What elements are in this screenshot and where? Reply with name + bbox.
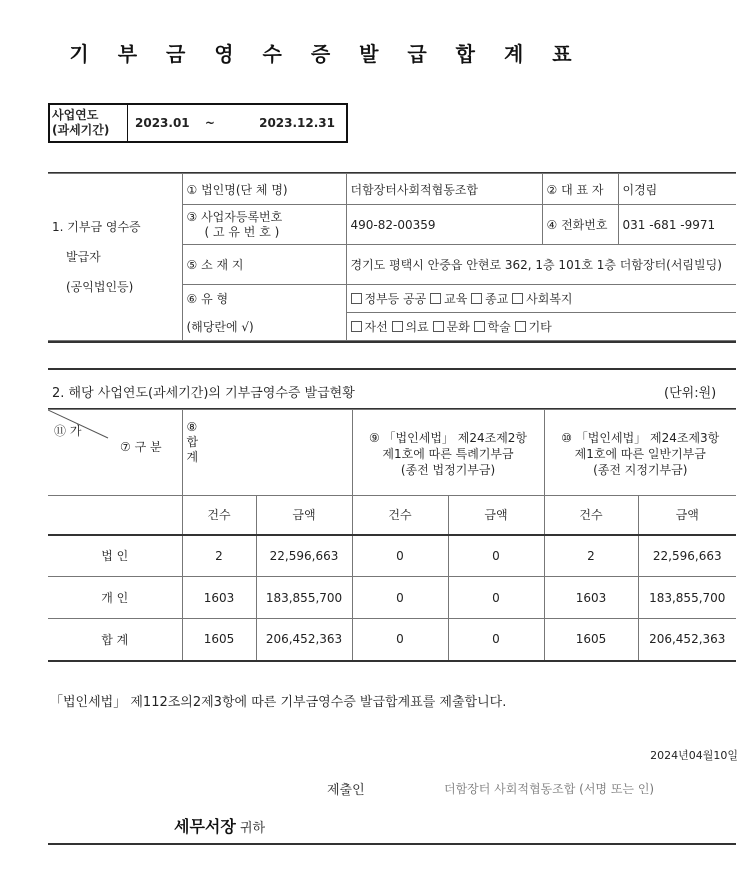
phone-value: 031 -681 -9971 (618, 205, 736, 245)
total-count: 1603 (182, 577, 256, 619)
bizno-label (182, 205, 346, 245)
recipient (174, 814, 265, 837)
total-header-line3: 계 (186, 450, 199, 464)
special-amount: 0 (448, 535, 544, 577)
submitter-label: 제출인 (327, 783, 365, 798)
subheader-blank (48, 496, 182, 535)
row-label: 개 인 (48, 577, 182, 619)
checkbox-icon[interactable] (515, 321, 526, 332)
type-option[interactable]: 정부등 공공 (351, 292, 427, 306)
general-count: 1605 (544, 619, 638, 661)
section2-heading: 2. 해당 사업연도(과세기간)의 기부금영수증 발급현황 (52, 386, 355, 401)
section2-top-rule (48, 368, 736, 370)
representative-label: ② 대 표 자 (542, 174, 618, 205)
bizno-label-line1: ③ 사업자등록번호 (186, 209, 283, 224)
type-option[interactable]: 교육 (430, 292, 467, 306)
bizno-label-line2: ( 고 유 번 호 ) (204, 224, 280, 239)
issuer-heading-line3: (공익법인등) (66, 280, 134, 294)
total-header-line2: 합 (186, 435, 199, 449)
total-amount: 206,452,363 (256, 619, 352, 661)
general-header-line3: (종전 지정기부금) (593, 463, 688, 477)
type-note: (해당란에 √) (182, 313, 346, 341)
address-label: ⑤ 소 재 지 (182, 245, 346, 285)
receipt-status-table (48, 409, 736, 662)
total-header-line1: ⑧ (186, 420, 198, 434)
period-separator: ~ (204, 116, 215, 130)
checkbox-icon[interactable] (512, 293, 523, 304)
checkbox-icon[interactable] (474, 321, 485, 332)
type-option[interactable]: 종교 (471, 292, 508, 306)
special-header-line2: 제1호에 따른 특례기부금 (382, 447, 514, 461)
general-count: 2 (544, 535, 638, 577)
subheader-count: 건수 (544, 496, 638, 535)
section1-bottom-rule (48, 341, 736, 343)
representative-value: 이경림 (618, 174, 736, 205)
checkbox-icon[interactable] (351, 293, 362, 304)
address-value: 경기도 평택시 안중읍 안현로 362, 1층 101호 1층 더함장터(서림빌딩) (346, 245, 736, 285)
corner-bottom-label: ⑦ 구 분 (120, 440, 162, 454)
document-title: 기 부 금 영 수 증 발 급 합 계 표 (69, 42, 583, 66)
footer-rule (48, 843, 736, 845)
checkbox-icon[interactable] (351, 321, 362, 332)
table-row (48, 535, 736, 577)
bizno-value: 490-82-00359 (346, 205, 542, 245)
submission-date: 2024년04월10일 (650, 749, 738, 762)
type-option[interactable]: 기타 (515, 320, 552, 334)
type-option[interactable]: 자선 (351, 320, 388, 334)
phone-label: ④ 전화번호 (542, 205, 618, 245)
subheader-amount: 금액 (638, 496, 736, 535)
special-header-line3: (종전 법정기부금) (400, 463, 496, 477)
type-options-row1 (346, 285, 736, 313)
special-header-line1: ⑨ 「법인세법」 제24조제2항 (368, 431, 528, 445)
total-amount: 183,855,700 (256, 577, 352, 619)
corner-header-cell (48, 410, 182, 496)
general-amount: 206,452,363 (638, 619, 736, 661)
general-amount: 22,596,663 (638, 535, 736, 577)
subheader-count: 건수 (182, 496, 256, 535)
total-header (182, 410, 352, 496)
row-label: 법 인 (48, 535, 182, 577)
special-amount: 0 (448, 619, 544, 661)
recipient-office: 세무서장 (174, 817, 236, 836)
type-option[interactable]: 사회복지 (512, 292, 572, 306)
checkbox-icon[interactable] (430, 293, 441, 304)
type-option[interactable]: 문화 (433, 320, 470, 334)
special-count: 0 (352, 619, 448, 661)
total-count: 2 (182, 535, 256, 577)
fiscal-period-box (48, 103, 348, 143)
special-count: 0 (352, 535, 448, 577)
type-options-row2 (346, 313, 736, 341)
recipient-suffix: 귀하 (239, 821, 266, 836)
submission-statement: 「법인세법」 제112조의2제3항에 따른 기부금영수증 발급합계표를 제출합니다. (50, 695, 507, 710)
period-start: 2023.01 (135, 116, 190, 130)
general-header-line1: ⑩ 「법인세법」 제24조제3항 (561, 431, 720, 445)
total-amount: 22,596,663 (256, 535, 352, 577)
name-label: ① 법인명(단 체 명) (182, 174, 346, 205)
issuer-heading-line1: 1. 기부금 영수증 (52, 220, 141, 234)
subheader-amount: 금액 (448, 496, 544, 535)
period-end: 2023.12.31 (259, 116, 336, 130)
general-header-line2: 제1호에 따른 일반기부금 (574, 447, 706, 461)
name-value: 더함장터사회적협동조합 (346, 174, 542, 205)
checkbox-icon[interactable] (392, 321, 403, 332)
type-option[interactable]: 의료 (392, 320, 429, 334)
general-count: 1603 (544, 577, 638, 619)
submitter-value: 더함장터 사회적협동조합 (서명 또는 인) (444, 782, 655, 796)
checkbox-icon[interactable] (471, 293, 482, 304)
special-donation-header (352, 410, 544, 496)
corner-top-label: ⑪ 가 (54, 424, 82, 438)
subheader-count: 건수 (352, 496, 448, 535)
table-row (48, 619, 736, 661)
type-label: ⑥ 유 형 (182, 285, 346, 313)
total-count: 1605 (182, 619, 256, 661)
fiscal-period-value (128, 105, 335, 141)
special-count: 0 (352, 577, 448, 619)
fiscal-period-label-line2: (과세기간) (52, 123, 110, 137)
unit-label: (단위:원) (664, 386, 717, 401)
general-donation-header (544, 410, 736, 496)
issuer-heading-line2: 발급자 (66, 250, 101, 264)
special-amount: 0 (448, 577, 544, 619)
checkbox-icon[interactable] (433, 321, 444, 332)
general-amount: 183,855,700 (638, 577, 736, 619)
row-label: 합 계 (48, 619, 182, 661)
fiscal-period-label-line1: 사업연도 (52, 108, 99, 122)
issuer-heading (48, 174, 182, 341)
fiscal-period-label (50, 105, 128, 141)
issuer-info-table (48, 173, 736, 341)
table-row (48, 577, 736, 619)
subheader-amount: 금액 (256, 496, 352, 535)
type-option[interactable]: 학술 (474, 320, 511, 334)
